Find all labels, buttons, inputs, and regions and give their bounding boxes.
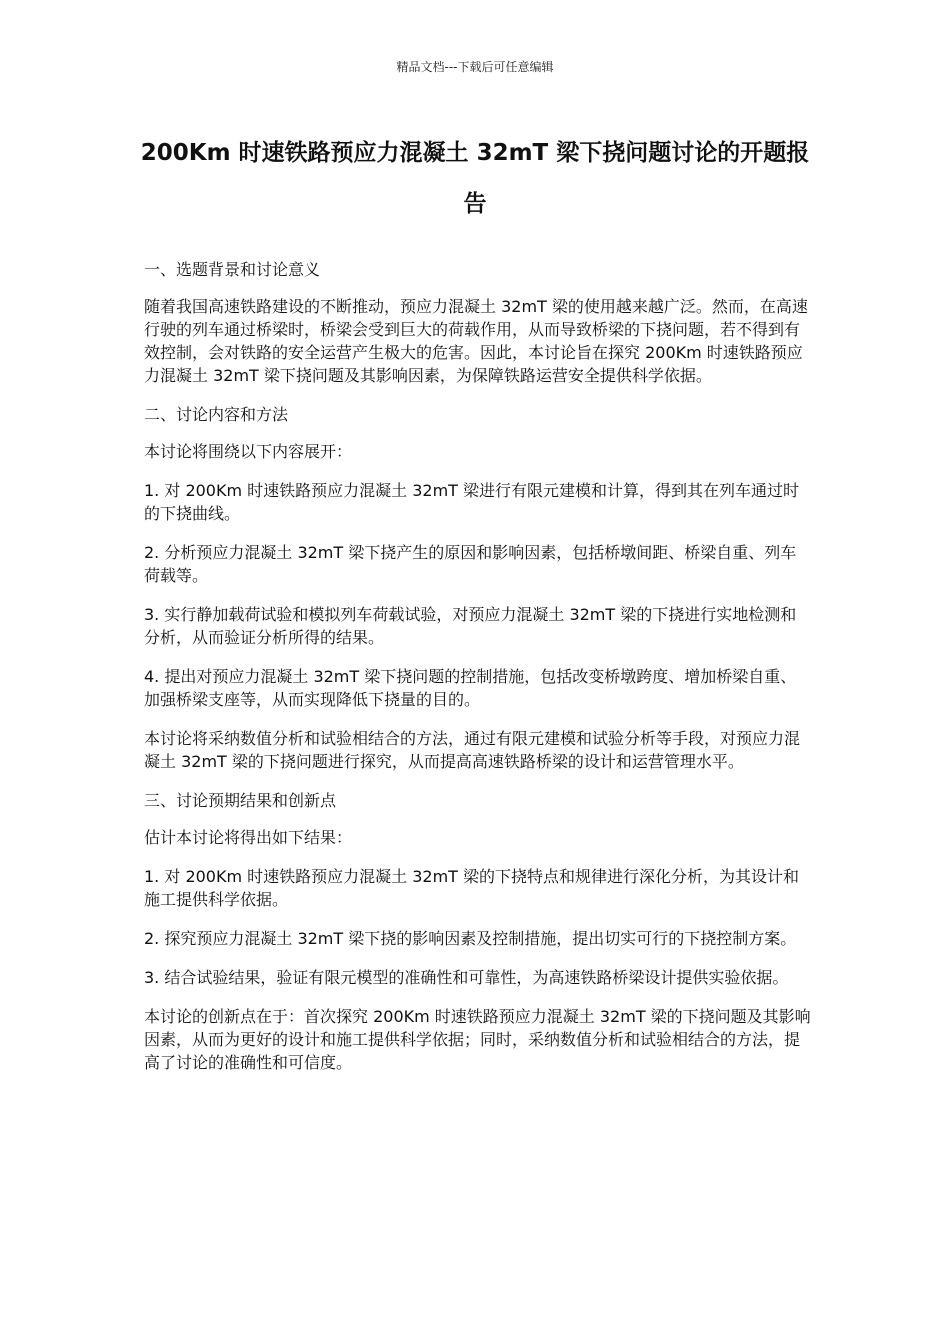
section-heading-content-methods: 二、讨论内容和方法 — [144, 405, 289, 424]
list-item-content-2: 2. 分析预应力混凝土 32mT 梁下挠产生的原因和影响因素，包括桥墩间距、桥梁自重、列车荷载等。 — [144, 543, 797, 585]
list-item-result-2: 2. 探究预应力混凝土 32mT 梁下挠的影响因素及控制措施，提出切实可行的下挠控制方案。 — [144, 929, 797, 948]
page-header-watermark: 精品文档---下载后可任意编辑 — [396, 60, 554, 74]
list-item-content-4: 4. 提出对预应力混凝土 32mT 梁下挠问题的控制措施，包括改变桥墩跨度、增加桥梁自重、加强桥梁支座等，从而实现降低下挠量的目的。 — [144, 667, 797, 709]
list-item-content-1: 1. 对 200Km 时速铁路预应力混凝土 32mT 梁进行有限元建模和计算，得到其在列车通过时的下挠曲线。 — [144, 481, 800, 523]
section-heading-background: 一、选题背景和讨论意义 — [144, 260, 321, 279]
list-item-result-1: 1. 对 200Km 时速铁路预应力混凝土 32mT 梁的下挠特点和规律进行深化分析，为其设计和施工提供科学依据。 — [144, 867, 800, 909]
paragraph-background: 随着我国高速铁路建设的不断推动，预应力混凝土 32mT 梁的使用越来越广泛。然而，在高速行驶的列车通过桥梁时，桥梁会受到巨大的荷载作用，从而导致桥梁的下挠问题，若不得到有效控制，会对铁路的安全运营产生极大的危害。因此，本讨论旨在探究 200Km 时速铁路预应力混凝土 32mT 梁下挠问题及其影响因素，为保障铁路运营安全提供科学依据。 — [144, 297, 808, 385]
paragraph-methods: 本讨论将采纳数值分析和试验相结合的方法，通过有限元建模和试验分析等手段，对预应力混凝土 32mT 梁的下挠问题进行探究，从而提高高速铁路桥梁的设计和运营管理水平。 — [144, 729, 801, 771]
document-title: 200Km 时速铁路预应力混凝土 32mT 梁下挠问题讨论的开题报告 — [140, 140, 810, 217]
list-item-content-3: 3. 实行静加载荷试验和模拟列车荷载试验，对预应力混凝土 32mT 梁的下挠进行实地检测和分析，从而验证分析所得的结果。 — [144, 605, 797, 647]
document-body — [144, 258, 812, 1090]
paragraph-innovation: 本讨论的创新点在于：首次探究 200Km 时速铁路预应力混凝土 32mT 梁的下挠问题及其影响因素，从而为更好的设计和施工提供科学依据；同时，采纳数值分析和试验相结合的方法，提高了讨论的准确性和可信度。 — [144, 1007, 811, 1072]
paragraph-content-intro: 本讨论将围绕以下内容展开： — [144, 442, 353, 461]
paragraph-results-intro: 估计本讨论将得出如下结果： — [144, 828, 353, 847]
list-item-result-3: 3. 结合试验结果，验证有限元模型的准确性和可靠性，为高速铁路桥梁设计提供实验依据。 — [144, 968, 789, 987]
section-heading-expected-results: 三、讨论预期结果和创新点 — [144, 791, 337, 810]
